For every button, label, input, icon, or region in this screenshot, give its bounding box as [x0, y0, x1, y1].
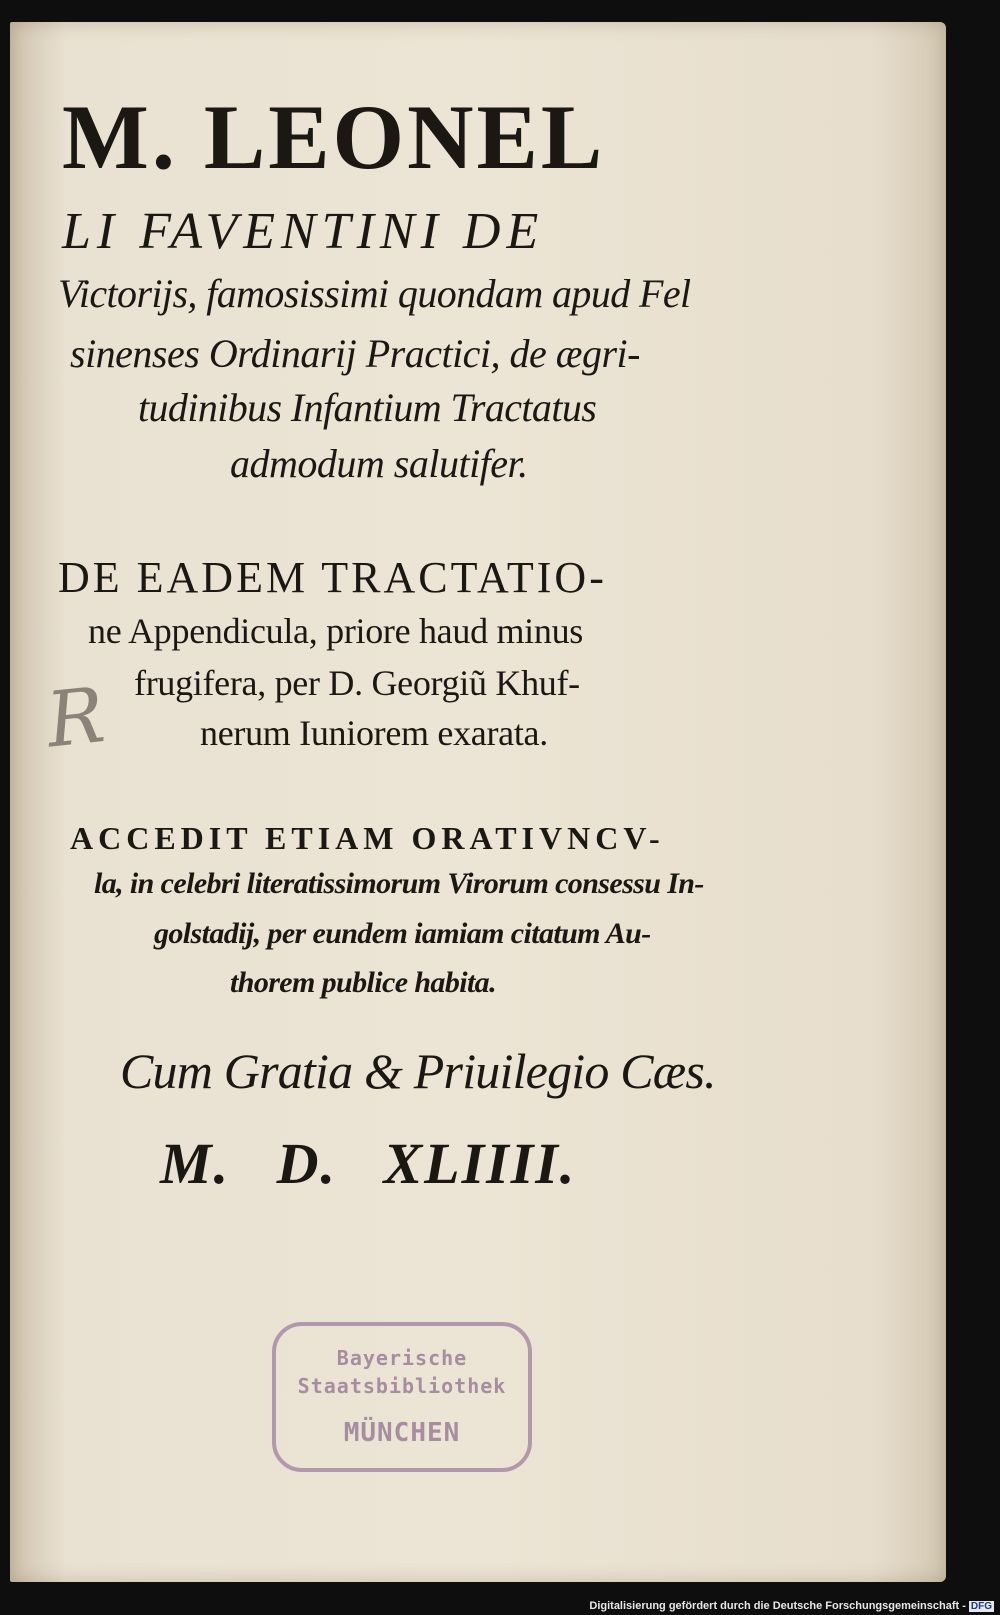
title-line-2: LI FAVENTINI DE — [62, 203, 545, 260]
library-stamp — [272, 1322, 532, 1472]
title-line-5: tudinibus Infantium Tractatus — [138, 385, 597, 430]
stamp-line-2: Staatsbibliothek — [297, 1374, 507, 1398]
title-line-4: sinenses Ordinarij Practici, de ægri- — [70, 331, 640, 376]
footer-text: Digitalisierung gefördert durch die Deutsche Forschungsgemeinschaft - — [589, 1600, 966, 1612]
oration-line-3: golstadij, per eundem iamiam citatum Au- — [154, 917, 651, 950]
oration-line-4: thorem publice habita. — [230, 966, 496, 999]
oration-line-2: la, in celebri literatissimorum Virorum consessu In- — [94, 867, 704, 900]
handwritten-mark: R — [42, 669, 109, 765]
title-page — [10, 22, 946, 1582]
oration-line-1: ACCEDIT ETIAM ORATIVNCV- — [70, 820, 665, 856]
stamp-line-1: Bayerische — [336, 1346, 468, 1370]
stamp-line-3: MÜNCHEN — [343, 1418, 461, 1448]
digitization-footer — [589, 1600, 994, 1612]
appendix-line-4: nerum Iuniorem exarata. — [200, 713, 548, 753]
title-line-3: Victorijs, famosissimi quondam apud Fel — [58, 271, 691, 316]
imprint-date: M. D. XLIIII. — [160, 1131, 577, 1196]
title-line-1: M. LEONEL — [62, 86, 606, 188]
title-line-6: admodum salutifer. — [230, 441, 528, 486]
appendix-line-1: DE EADEM TRACTATIO- — [58, 553, 607, 602]
dfg-logo: DFG — [970, 1600, 992, 1612]
privilege-line: Cum Gratia & Priuilegio Cæs. — [120, 1043, 716, 1099]
appendix-line-3: frugifera, per D. Georgiũ Khuf- — [134, 663, 580, 703]
appendix-line-2: ne Appendicula, priore haud minus — [88, 611, 583, 651]
